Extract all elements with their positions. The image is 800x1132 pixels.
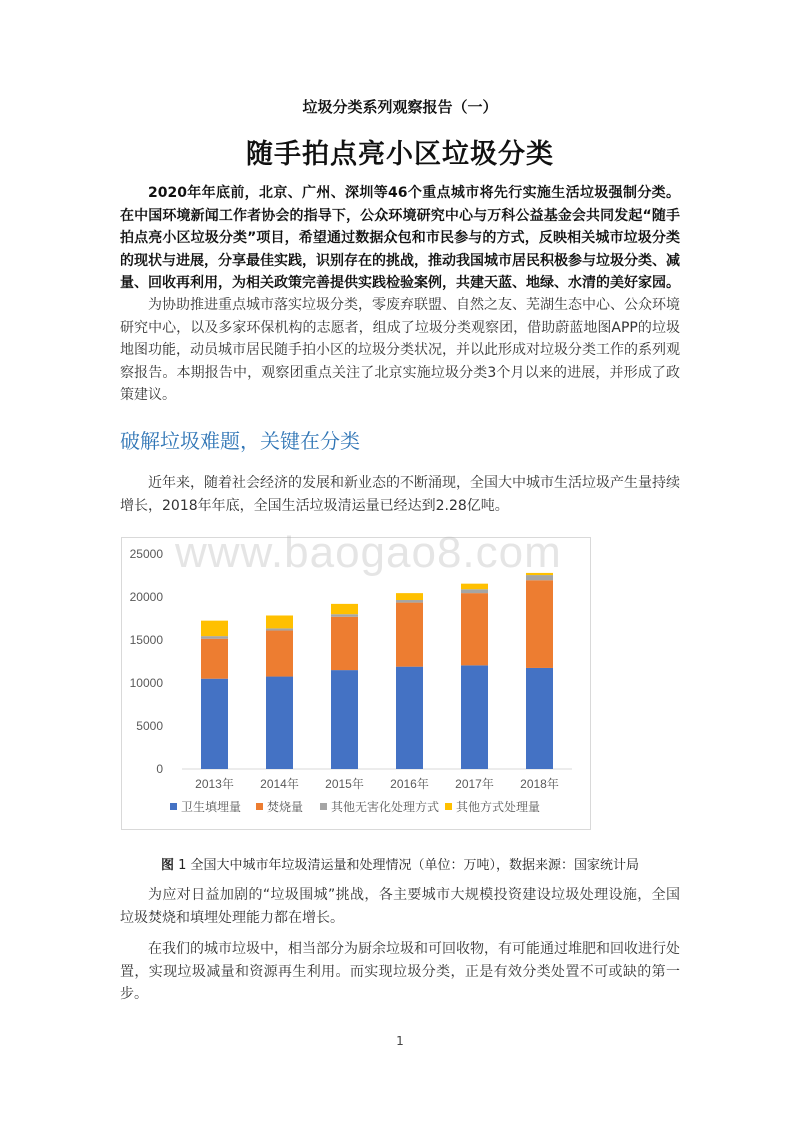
bar-segment [201,621,228,636]
intro-paragraph: 2020年年底前，北京、广州、深圳等46个重点城市将先行实施生活垃圾强制分类。在中国环境新闻工作者协会的指导下，公众环境研究中心与万科公益基金会共同发起“随手拍点亮小区垃圾分类”项目，希望通过数据众包和市民参与的方式，反映相关城市垃圾分类的现状与进展，分享最佳实践，识别存在的挑战，推动我国城市居民积极参与垃圾分类、减量、回收再利用，为相关政策完善提供实践检验案例，共建天蓝、地绿、水清的美好家园。 [120,185,680,291]
bar-segment [396,667,423,769]
y-tick-label: 10000 [129,676,163,690]
y-tick-label: 15000 [129,633,163,647]
y-tick-label: 5000 [136,719,163,733]
legend-label: 卫生填埋量 [181,800,242,814]
x-tick-label: 2014年 [260,777,299,791]
caption-label: 图 [160,858,174,873]
body-paragraph-3: 近年来，随着社会经济的发展和新业态的不断涌现，全国大中城市生活垃圾产生量持续增长，2018年年底，全国生活垃圾清运量已经达到2.28亿吨。 [120,475,680,514]
bar-segment [331,614,358,617]
body-paragraph-2: 为协助推进重点城市落实垃圾分类，零废弃联盟、自然之友、芜湖生态中心、公众环境研究中心，以及多家环保机构的志愿者，组成了垃圾分类观察团，借助蔚蓝地图APP的垃圾地图功能，动员城市居民随手拍小区的垃圾分类状况，并以此形成对垃圾分类工作的系列观察报告。本期报告中，观察团重点关注了北京实施垃圾分类3个月以来的进展，并形成了政策建议。 [120,297,680,403]
legend-swatch [256,803,263,810]
x-tick-label: 2016年 [390,777,429,791]
chart-frame [121,537,591,830]
figure-caption [0,854,800,873]
x-tick-label: 2013年 [195,777,234,791]
bar-segment [201,679,228,769]
bar-segment [461,584,488,590]
bar-segment [461,593,488,665]
bar-segment [331,617,358,670]
section-heading: 破解垃圾难题，关键在分类 [120,429,360,453]
bar-segment [201,636,228,639]
watermark-text: www.baogao8.com [175,528,562,577]
bar-segment [461,589,488,593]
stacked-bar-chart [122,538,590,829]
report-series-title: 垃圾分类系列观察报告（一） [302,98,498,116]
bar-segment [266,628,293,630]
legend-swatch [320,803,327,810]
x-tick-label: 2017年 [455,777,494,791]
legend-label: 其他方式处理量 [456,800,541,814]
y-tick-label: 0 [156,762,163,776]
bar-segment [526,668,553,769]
bar-segment [201,639,228,679]
body-paragraph-4: 为应对日益加剧的“垃圾围城”挑战，各主要城市大规模投资建设垃圾处理设施，全国垃圾焚烧和填埋处理能力都在增长。 [120,887,680,926]
bar-segment [266,677,293,769]
legend-swatch [170,803,177,810]
x-tick-label: 2018年 [520,777,559,791]
page-number: 1 [396,1034,404,1048]
legend-label: 其他无害化处理方式 [331,800,440,814]
bar-segment [396,593,423,600]
bar-segment [331,604,358,614]
bar-segment [266,631,293,677]
bar-segment [266,615,293,628]
bar-segment [331,670,358,769]
bar-segment [396,600,423,603]
x-tick-label: 2015年 [325,777,364,791]
legend-label: 焚烧量 [267,800,304,814]
page-title: 随手拍点亮小区垃圾分类 [246,139,554,170]
bar-segment [526,580,553,668]
body-paragraph-5: 在我们的城市垃圾中，相当部分为厨余垃圾和可回收物，有可能通过堆肥和回收进行处置，实现垃圾减量和资源再生利用。而实现垃圾分类，正是有效分类处置不可或缺的第一步。 [120,941,680,1002]
y-tick-label: 20000 [129,590,163,604]
legend-swatch [445,803,452,810]
caption-text: 1 全国大中城市年垃圾清运量和处理情况（单位：万吨），数据来源：国家统计局 [178,858,640,873]
bar-segment [461,665,488,769]
bar-segment [396,603,423,667]
y-tick-label: 25000 [129,547,163,561]
